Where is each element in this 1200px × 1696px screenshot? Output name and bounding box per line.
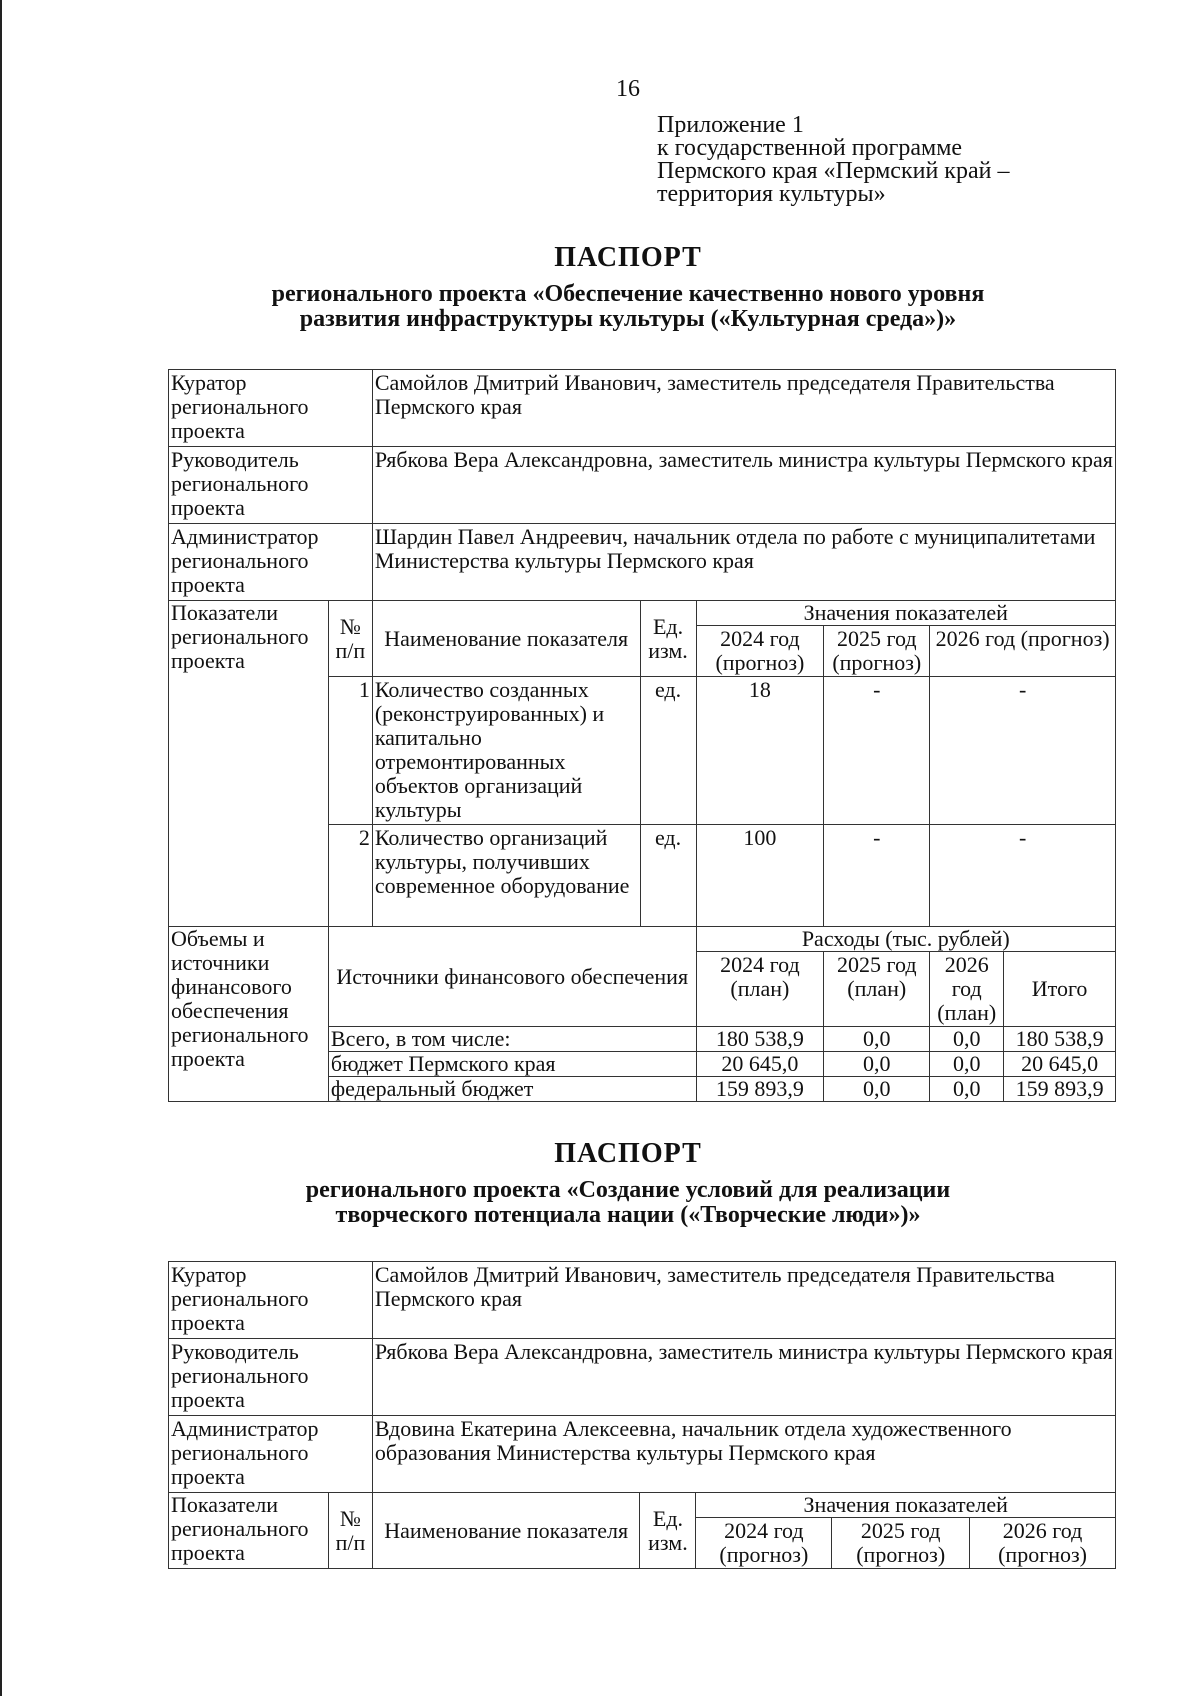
indicator-value-2025: - xyxy=(824,677,930,825)
finance-source: Всего, в том числе: xyxy=(328,1027,696,1052)
head-label: Руководитель регионального проекта xyxy=(169,1339,373,1416)
passport2-heading xyxy=(0,1138,1200,1228)
head-row xyxy=(169,447,1116,524)
admin-value: Вдовина Екатерина Алексеевна, начальник отдела художественного образования Министерства культуры Пермского края xyxy=(372,1416,1115,1493)
appendix-line: Приложение 1 xyxy=(657,112,804,138)
indicators-label: Показатели регионального проекта xyxy=(169,1493,329,1569)
fin-year-2025-header: 2025 год (план) xyxy=(824,952,930,1027)
finance-value-2026: 0,0 xyxy=(930,1052,1004,1077)
indicators-header-row xyxy=(169,1493,1116,1518)
finance-total: 180 538,9 xyxy=(1004,1027,1116,1052)
finance-source: федеральный бюджет xyxy=(328,1077,696,1102)
col-num-header: № п/п xyxy=(328,1493,372,1569)
year-2026-header: 2026 год (прогноз) xyxy=(970,1518,1116,1569)
passport1-heading xyxy=(0,242,1200,332)
col-name-header: Наименование показателя xyxy=(372,1493,640,1569)
finance-value-2024: 180 538,9 xyxy=(696,1027,824,1052)
finance-label: Объемы и источники финансового обеспечения регионального проекта xyxy=(169,927,329,1102)
finance-value-2025: 0,0 xyxy=(824,1052,930,1077)
appendix-line: Пермского края «Пермский край – xyxy=(657,158,1010,184)
curator-value: Самойлов Дмитрий Иванович, заместитель председателя Правительства Пермского края xyxy=(372,370,1115,447)
curator-row xyxy=(169,370,1116,447)
col-unit-header: Ед. изм. xyxy=(640,1493,696,1569)
finance-total: 159 893,9 xyxy=(1004,1077,1116,1102)
finance-value-2026: 0,0 xyxy=(930,1077,1004,1102)
col-total-header: Итого xyxy=(1004,952,1116,1027)
indicator-unit: ед. xyxy=(640,825,696,927)
passport1-subtitle-line: регионального проекта «Обеспечение качественно нового уровня xyxy=(271,281,985,307)
indicator-value-2026: - xyxy=(930,677,1116,825)
col-values-header: Значения показателей xyxy=(696,1493,1116,1518)
curator-label: Куратор регионального проекта xyxy=(169,370,373,447)
passport2-subtitle-line: регионального проекта «Создание условий для реализации xyxy=(305,1177,951,1203)
passport2-table xyxy=(168,1261,1116,1569)
col-expenses-header: Расходы (тыс. рублей) xyxy=(696,927,1116,952)
finance-value-2026: 0,0 xyxy=(930,1027,1004,1052)
col-name-header: Наименование показателя xyxy=(372,601,640,677)
passport1-title: ПАСПОРТ xyxy=(554,242,702,273)
indicator-value-2025: - xyxy=(824,825,930,927)
passport2-subtitle xyxy=(0,1178,1200,1228)
admin-label: Администратор регионального проекта xyxy=(169,524,373,601)
passport2-title: ПАСПОРТ xyxy=(554,1138,702,1169)
passport1-subtitle-line: развития инфраструктуры культуры («Культурная среда»)» xyxy=(299,306,957,332)
indicator-name: Количество созданных (реконструированных) и капитально отремонтированных объектов организаций культуры xyxy=(372,677,640,825)
head-value: Рябкова Вера Александровна, заместитель министра культуры Пермского края xyxy=(372,1339,1115,1416)
finance-value-2024: 20 645,0 xyxy=(696,1052,824,1077)
admin-row xyxy=(169,524,1116,601)
col-sources-header: Источники финансового обеспечения xyxy=(328,927,696,1027)
appendix-line: к государственной программе xyxy=(657,135,963,161)
col-num-header: № п/п xyxy=(328,601,372,677)
year-2024-header: 2024 год (прогноз) xyxy=(696,1518,832,1569)
head-label: Руководитель регионального проекта xyxy=(169,447,373,524)
col-values-header: Значения показателей xyxy=(696,601,1116,626)
indicator-value-2026: - xyxy=(930,825,1116,927)
passport1-subtitle xyxy=(0,282,1200,332)
head-value: Рябкова Вера Александровна, заместитель министра культуры Пермского края xyxy=(372,447,1115,524)
indicators-header-row xyxy=(169,601,1116,626)
indicator-value-2024: 100 xyxy=(696,825,824,927)
indicator-num: 2 xyxy=(328,825,372,927)
page-number: 16 xyxy=(616,76,640,102)
finance-total: 20 645,0 xyxy=(1004,1052,1116,1077)
finance-source: бюджет Пермского края xyxy=(328,1052,696,1077)
fin-year-2026-header: 2026 год (план) xyxy=(930,952,1004,1027)
finance-value-2025: 0,0 xyxy=(824,1027,930,1052)
indicator-value-2024: 18 xyxy=(696,677,824,825)
appendix-line: территория культуры» xyxy=(657,181,886,207)
year-2025-header: 2025 год (прогноз) xyxy=(832,1518,970,1569)
appendix-block xyxy=(657,114,1009,206)
col-unit-header: Ед. изм. xyxy=(640,601,696,677)
finance-value-2024: 159 893,9 xyxy=(696,1077,824,1102)
finance-header-row xyxy=(169,927,1116,952)
admin-label: Администратор регионального проекта xyxy=(169,1416,373,1493)
curator-label: Куратор регионального проекта xyxy=(169,1262,373,1339)
curator-row xyxy=(169,1262,1116,1339)
year-2024-header: 2024 год (прогноз) xyxy=(696,626,824,677)
indicator-name: Количество организаций культуры, получивших современное оборудование xyxy=(372,825,640,927)
indicators-label: Показатели регионального проекта xyxy=(169,601,329,927)
finance-value-2025: 0,0 xyxy=(824,1077,930,1102)
passport2-subtitle-line: творческого потенциала нации («Творческие люди»)» xyxy=(335,1202,921,1228)
fin-year-2024-header: 2024 год (план) xyxy=(696,952,824,1027)
curator-value: Самойлов Дмитрий Иванович, заместитель председателя Правительства Пермского края xyxy=(372,1262,1115,1339)
year-2025-header: 2025 год (прогноз) xyxy=(824,626,930,677)
admin-row xyxy=(169,1416,1116,1493)
passport1-table xyxy=(168,369,1116,1102)
year-2026-header: 2026 год (прогноз) xyxy=(930,626,1116,677)
admin-value: Шардин Павел Андреевич, начальник отдела по работе с муниципалитетами Министерства культуры Пермского края xyxy=(372,524,1115,601)
head-row xyxy=(169,1339,1116,1416)
indicator-unit: ед. xyxy=(640,677,696,825)
indicator-num: 1 xyxy=(328,677,372,825)
